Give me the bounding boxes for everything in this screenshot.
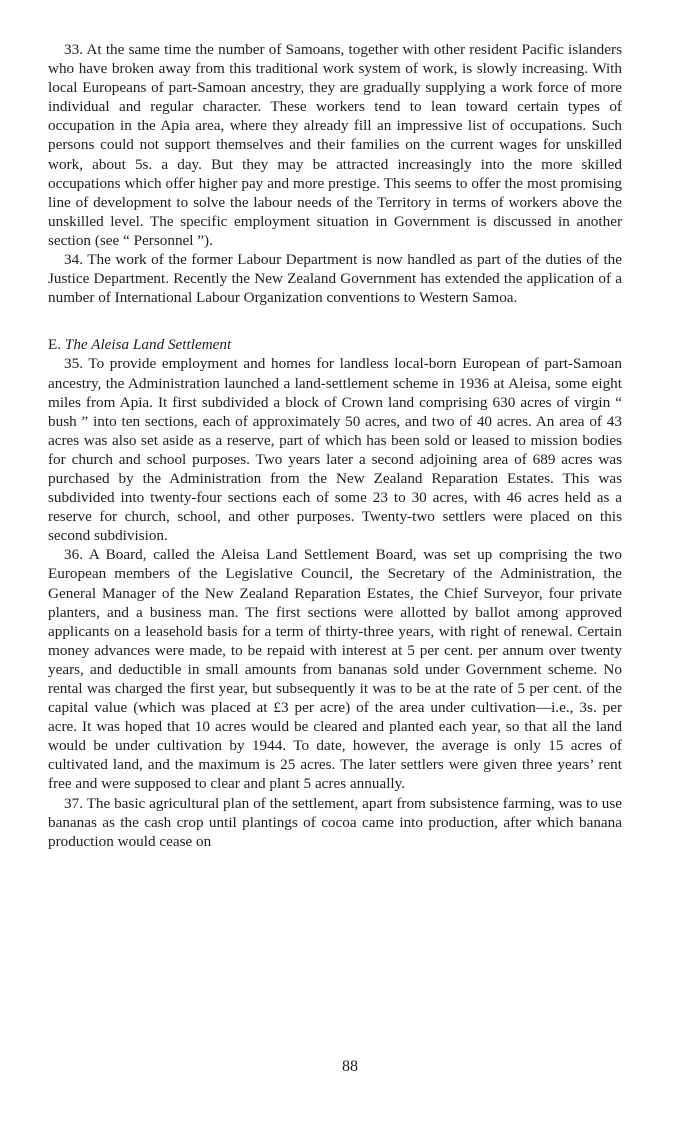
section-title: The Aleisa Land Settlement — [64, 336, 232, 354]
paragraph-34: 34. The work of the former Labour Department is now handled as part of the duties of the Justice Department. Recently the New Zealand Government has extended the application of a number of International Labour Organization conventions to Western Samoa. — [48, 251, 622, 307]
paragraph-35: 35. To provide employment and homes for landless local-born European of part-Samoan ancestry, the Administration launched a land-settlement scheme in 1936 at Aleisa, some eight miles from Apia. It first subdivided a block of Crown land comprising 630 acres of virgin “ bush ” into ten sections, each of approximately 50 acres, and two of 40 acres. An area of 43 acres was also set aside as a reserve, part of which has been sold or leased to mission bodies for church and school purposes. Two years later a second adjoining area of 689 acres was purchased by the Administration from the New Zealand Reparation Estates. This was subdivided into twenty-four sections each of some 23 to 30 acres, with 46 acres held as a reserve for church, school, and other purposes. Twenty-two settlers were placed on this second subdivision. — [48, 355, 622, 545]
paragraph-36: 36. A Board, called the Aleisa Land Settlement Board, was set up comprising the two European members of the Legislative Council, the Secretary of the Administration, the General Manager of the New Zealand Reparation Estates, the Chief Surveyor, four private planters, and a business man. The first sections were allotted by ballot among approved applicants on a leasehold basis for a term of thirty-three years, with right of renewal. Certain money advances were made, to be repaid with interest at 5 per cent. per annum over twenty years, and deductible in small amounts from bananas sold under Government scheme. No rental was charged the first year, but subsequently it was to be at the rate of 5 per cent. of the capital value (which was placed at £3 per acre) of the area under cultivation—i.e., 3s. per acre. It was hoped that 10 acres would be cleared and planted each year, so that all the land would be under cultivation by 1944. To date, however, the average is only 15 acres of cultivated land, and the maximum is 25 acres. The later settlers were given three years’ rent free and were supposed to clear and plant 5 acres annually. — [48, 546, 622, 793]
page-number: 88 — [342, 1058, 358, 1075]
section-letter: E. — [48, 336, 62, 354]
paragraph-33: 33. At the same time the number of Samoans, together with other resident Pacific islanders who have broken away from this traditional work system of work, is slowly increasing. With local Europeans of part-Samoan ancestry, they are gradually supplying a work force of more individual and regular character. These workers tend to lean toward certain types of occupation in the Apia area, where they already fill an impressive list of occupations. Such persons could not support themselves and their families on the current wages for unskilled work, about 5s. a day. But they may be attracted increasingly into the more skilled occupations which offer higher pay and more prestige. This seems to offer the most promising line of development to solve the labour needs of the Territory in terms of workers above the unskilled level. The specific employment situation in Government is discussed in another section (see “ Personnel ”). — [48, 41, 622, 249]
document-page — [48, 40, 622, 851]
paragraph-37: 37. The basic agricultural plan of the settlement, apart from subsistence farming, was to use bananas as the cash crop until plantings of cocoa came into production, after which banana production would cease on — [48, 794, 622, 850]
section-heading — [48, 335, 622, 354]
